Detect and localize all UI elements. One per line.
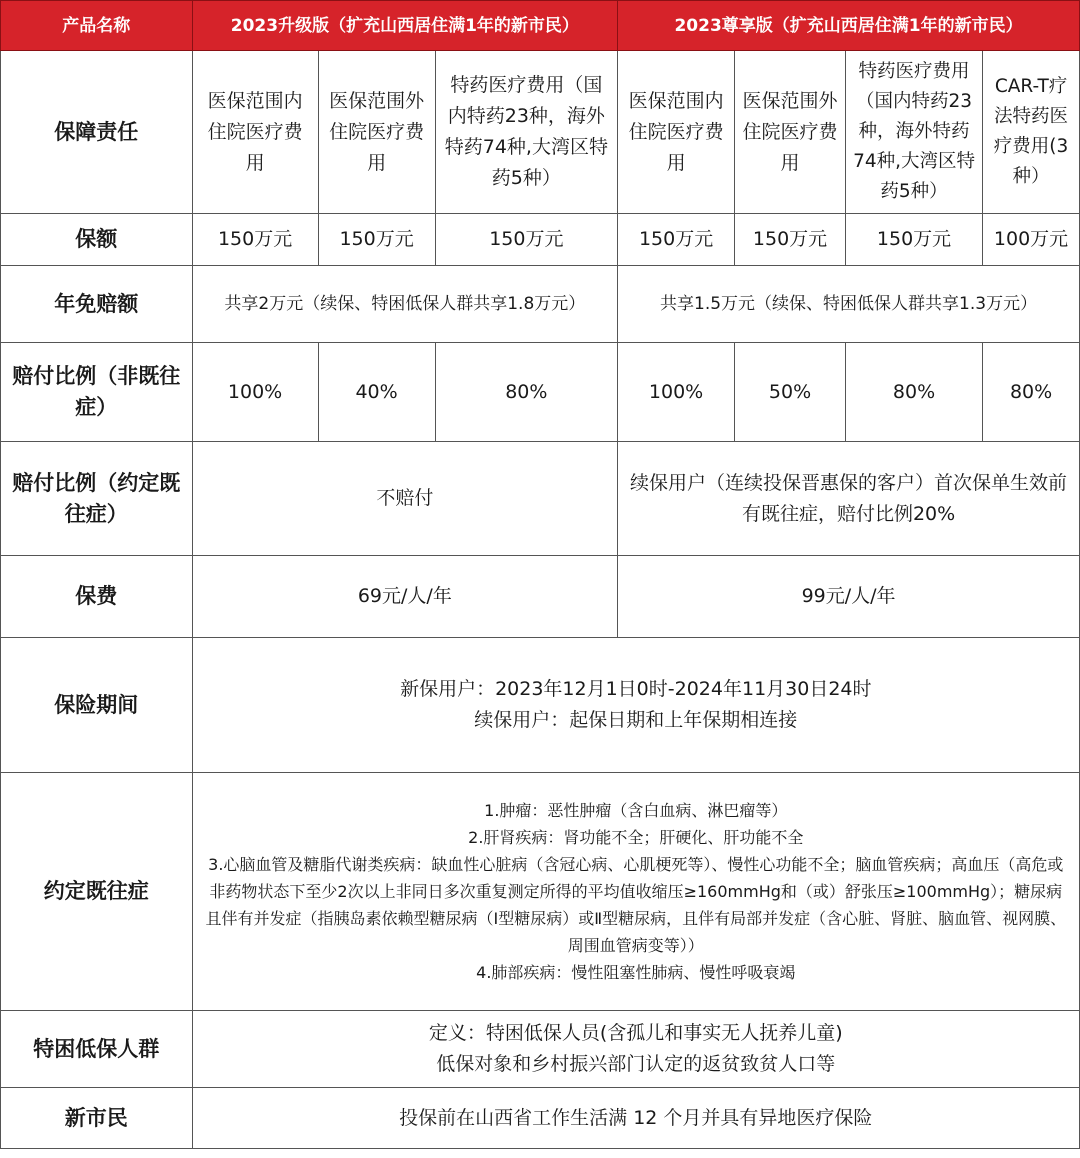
header-plan-upgrade: 2023升级版（扩充山西居住满1年的新市民） xyxy=(192,1,618,51)
premium-row xyxy=(1,556,1080,638)
amount-a3: 150万元 xyxy=(435,214,618,266)
header-row xyxy=(1,1,1080,51)
ratio-non-a3: 80% xyxy=(435,343,618,442)
period-row xyxy=(1,638,1080,773)
coverage-a2: 医保范围外住院医疗费用 xyxy=(318,51,435,214)
amount-label: 保额 xyxy=(1,214,193,266)
period-line-new: 新保用户：2023年12月1日0时-2024年11月30日24时 xyxy=(400,678,872,700)
coverage-a3: 特药医疗费用（国内特药23种，海外特药74种,大湾区特药5种） xyxy=(435,51,618,214)
amount-b2: 150万元 xyxy=(735,214,846,266)
amount-row xyxy=(1,214,1080,266)
coverage-b2: 医保范围外住院医疗费用 xyxy=(735,51,846,214)
newcitizen-label: 新市民 xyxy=(1,1088,193,1149)
header-plan-premium: 2023尊享版（扩充山西居住满1年的新市民） xyxy=(618,1,1080,51)
coverage-b1: 医保范围内住院医疗费用 xyxy=(618,51,735,214)
newcitizen-row xyxy=(1,1088,1080,1149)
coverage-row xyxy=(1,51,1080,214)
ratio-non-b4: 80% xyxy=(983,343,1080,442)
preexisting-row xyxy=(1,773,1080,1011)
ratio-pre-b: 续保用户（连续投保晋惠保的客户）首次保单生效前有既往症，赔付比例20% xyxy=(618,442,1080,556)
period-value xyxy=(192,638,1079,773)
premium-a: 69元/人/年 xyxy=(192,556,618,638)
coverage-b4: CAR-T疗法特药医疗费用(3种） xyxy=(983,51,1080,214)
newcitizen-value: 投保前在山西省工作生活满 12 个月并具有异地医疗保险 xyxy=(192,1088,1079,1149)
amount-a2: 150万元 xyxy=(318,214,435,266)
deductible-a: 共享2万元（续保、特困低保人群共享1.8万元） xyxy=(192,266,618,343)
ratio-non-label: 赔付比例（非既往症） xyxy=(1,343,193,442)
premium-label: 保费 xyxy=(1,556,193,638)
coverage-a1: 医保范围内住院医疗费用 xyxy=(192,51,318,214)
ratio-non-b3: 80% xyxy=(845,343,982,442)
deductible-label: 年免赔额 xyxy=(1,266,193,343)
coverage-label: 保障责任 xyxy=(1,51,193,214)
ratio-non-a1: 100% xyxy=(192,343,318,442)
special-row xyxy=(1,1011,1080,1088)
deductible-row xyxy=(1,266,1080,343)
ratio-pre-row xyxy=(1,442,1080,556)
preexisting-line-1: 1.肿瘤：恶性肿瘤（含白血病、淋巴瘤等） xyxy=(484,801,788,820)
coverage-b3: 特药医疗费用（国内特药23种，海外特药74种,大湾区特药5种） xyxy=(845,51,982,214)
special-text: 定义：特困低保人员(含孤儿和事实无人抚养儿童)低保对象和乡村振兴部门认定的返贫致贫人口等 xyxy=(428,1022,843,1075)
ratio-non-a2: 40% xyxy=(318,343,435,442)
amount-b4: 100万元 xyxy=(983,214,1080,266)
preexisting-line-2: 2.肝肾疾病：肾功能不全；肝硬化、肝功能不全 xyxy=(468,828,804,847)
period-line-renew: 续保用户：起保日期和上年保期相连接 xyxy=(474,709,798,731)
ratio-pre-label: 赔付比例（约定既往症） xyxy=(1,442,193,556)
period-label: 保险期间 xyxy=(1,638,193,773)
ratio-non-b2: 50% xyxy=(735,343,846,442)
ratio-pre-a: 不赔付 xyxy=(192,442,618,556)
preexisting-line-4: 4.肺部疾病：慢性阻塞性肺病、慢性呼吸衰竭 xyxy=(476,963,796,982)
preexisting-value xyxy=(192,773,1079,1011)
amount-b1: 150万元 xyxy=(618,214,735,266)
amount-b3: 150万元 xyxy=(845,214,982,266)
ratio-non-b1: 100% xyxy=(618,343,735,442)
premium-b: 99元/人/年 xyxy=(618,556,1080,638)
special-value xyxy=(192,1011,1079,1088)
preexisting-label: 约定既往症 xyxy=(1,773,193,1011)
header-product-name: 产品名称 xyxy=(1,1,193,51)
special-label: 特困低保人群 xyxy=(1,1011,193,1088)
amount-a1: 150万元 xyxy=(192,214,318,266)
preexisting-line-3: 3.心脑血管及糖脂代谢类疾病：缺血性心脏病（含冠心病、心肌梗死等）、慢性心功能不全；脑血管疾病；高血压（高危或非药物状态下至少2次以上非同日多次重复测定所得的平均值收缩压≥160mmHg和（或）舒张压≥100mmHg）；糖尿病且伴有并发症（指胰岛素依赖型糖尿病（Ⅰ型糖尿病）或Ⅱ型糖尿病，且伴有局部并发症（含心脏、肾脏、脑血管、视网膜、周围血管病变等）） xyxy=(205,855,1067,955)
deductible-b: 共享1.5万元（续保、特困低保人群共享1.3万元） xyxy=(618,266,1080,343)
ratio-non-row xyxy=(1,343,1080,442)
